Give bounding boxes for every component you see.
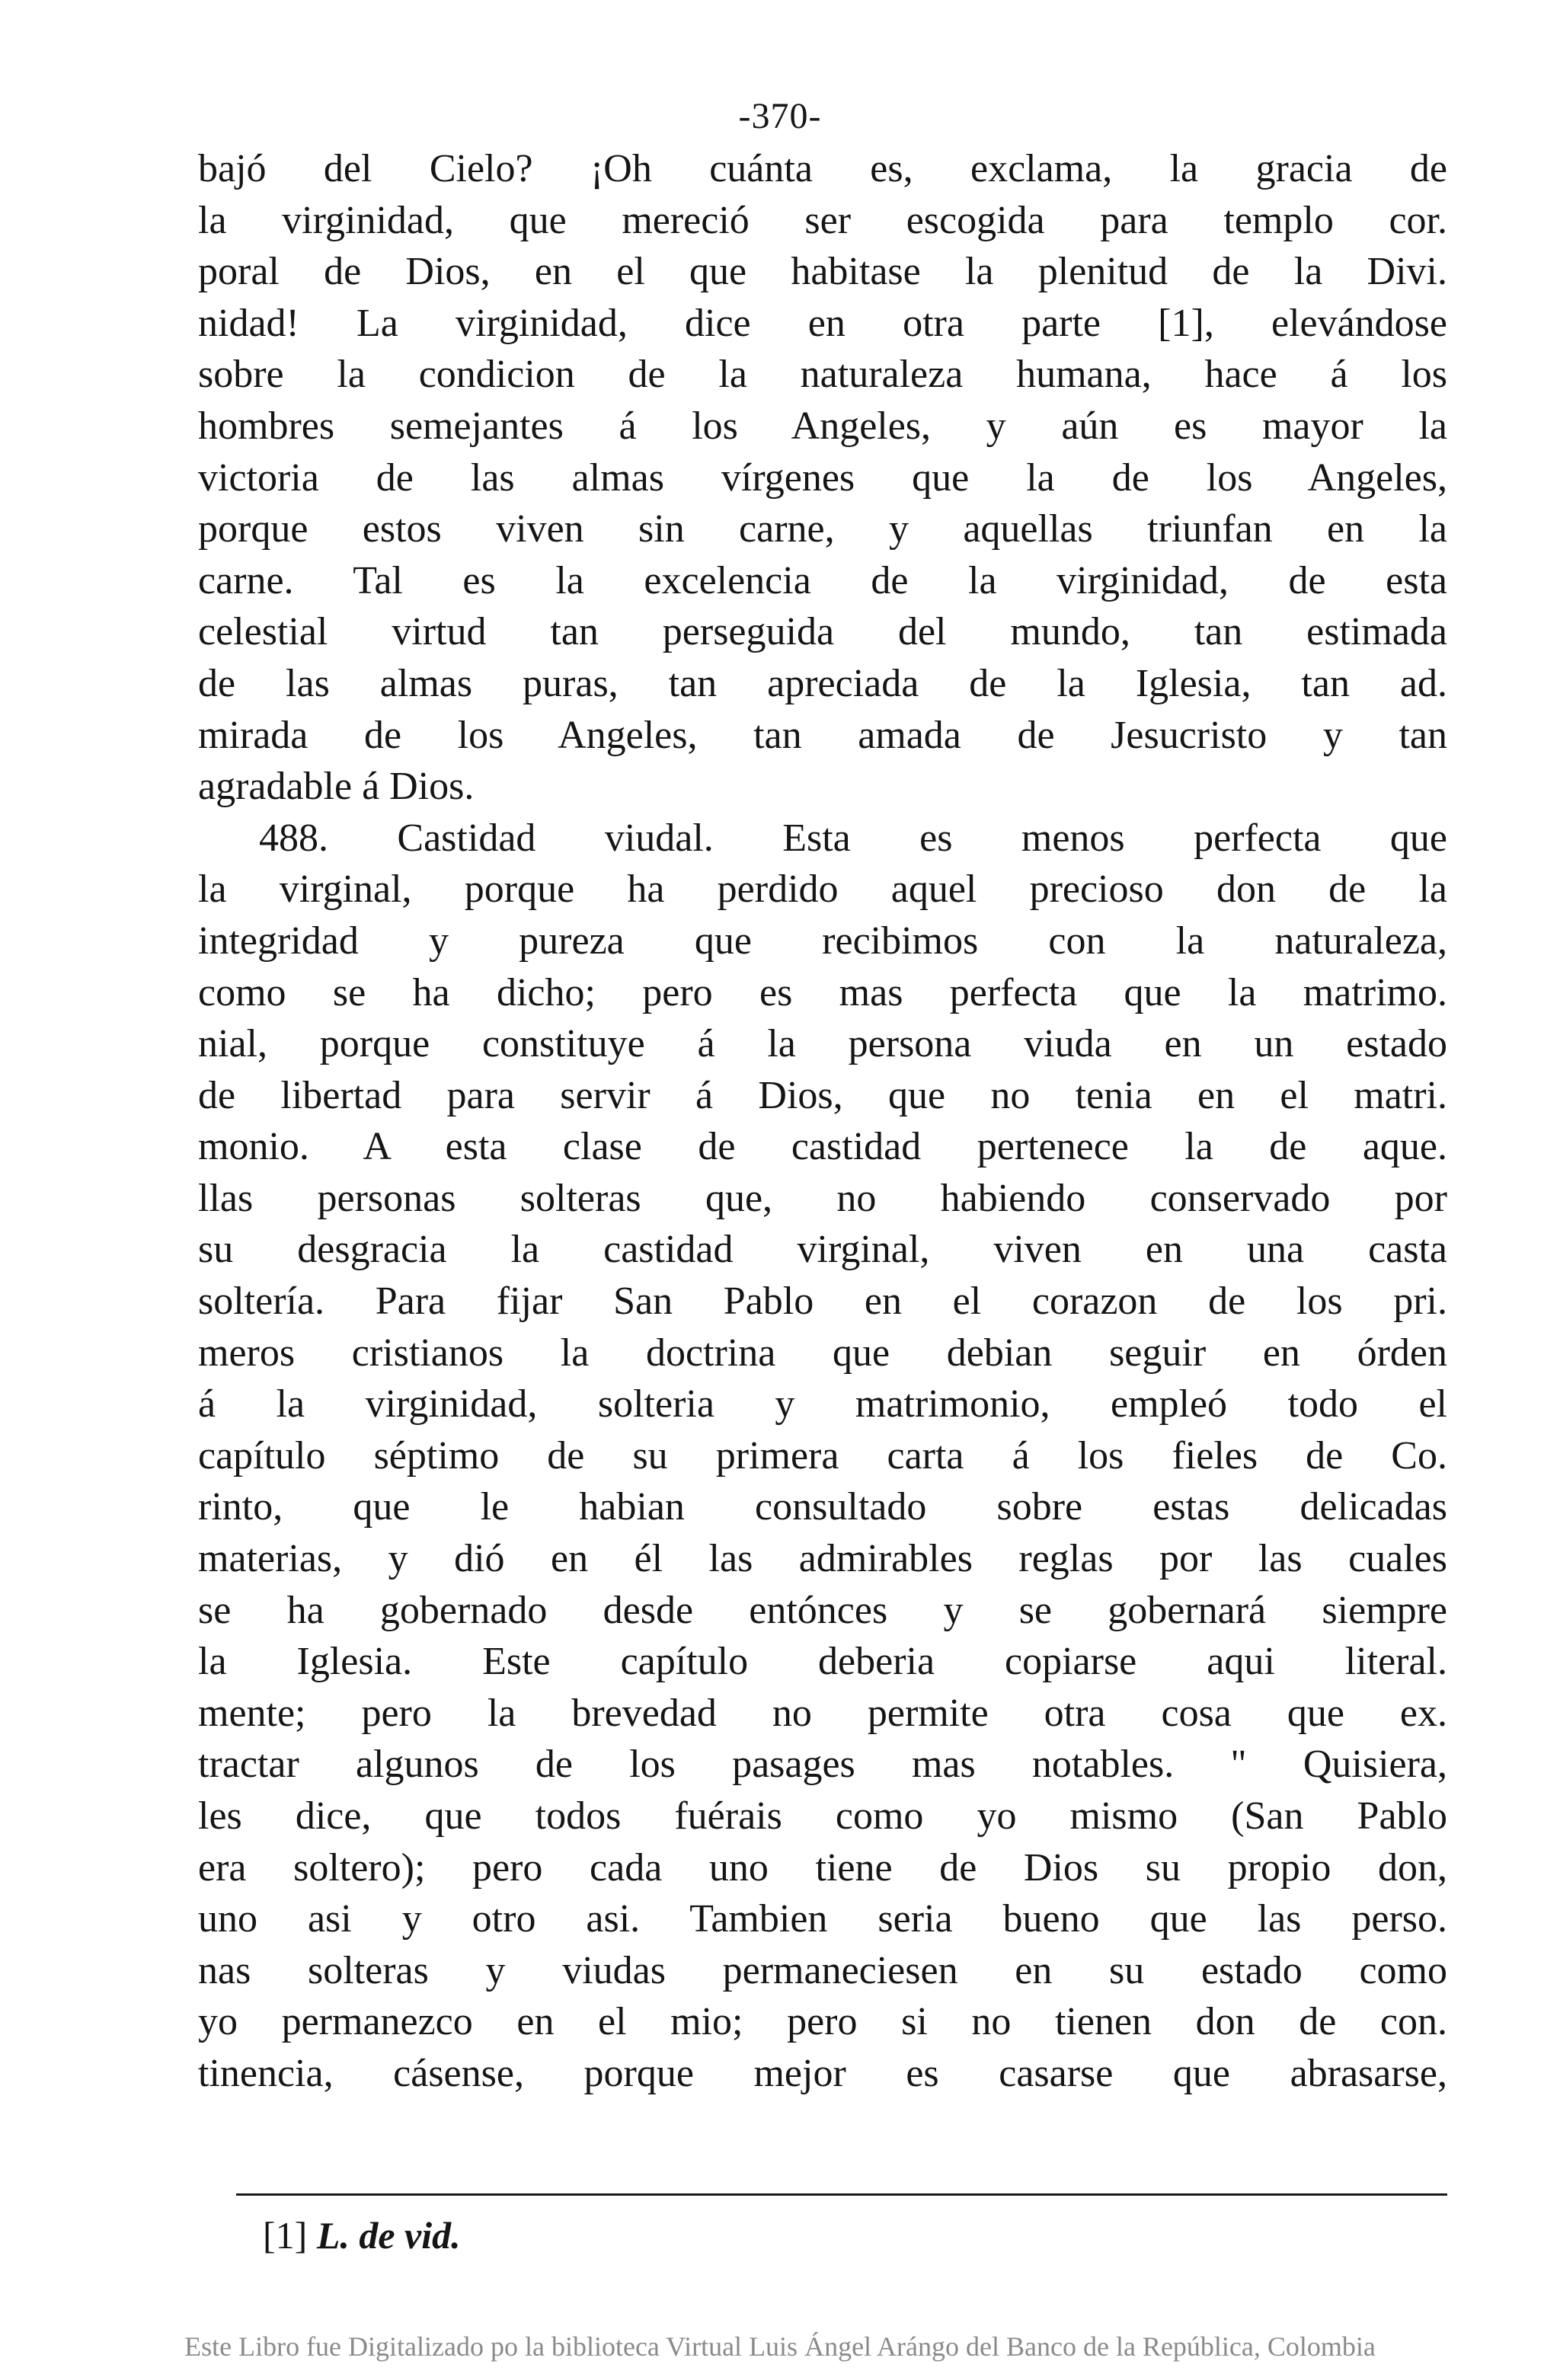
text-line: celestial virtud tan perseguida del mundo, tan estimada (198, 610, 1447, 654)
text-line: carne. Tal es la excelencia de la virginidad, de esta (198, 558, 1447, 602)
text-line: su desgracia la castidad virginal, viven en una casta (198, 1228, 1447, 1272)
text-line: la virginal, porque ha perdido aquel precioso don de la (198, 867, 1447, 912)
text-line: á la virginidad, solteria y matrimonio, empleó todo el (198, 1382, 1447, 1426)
text-line: porque estos viven sin carne, y aquellas triunfan en la (198, 507, 1447, 551)
text-line: nidad! La virginidad, dice en otra parte [1], elevándose (198, 301, 1447, 345)
digitization-credit: Este Libro fue Digitalizado po la biblioteca Virtual Luis Ángel Arángo del Banco de la República, Colombia (184, 2331, 1376, 2362)
text-line: tinencia, cásense, porque mejor es casarse que abrasarse, (198, 2051, 1447, 2095)
footnote (263, 2193, 461, 2277)
text-line: como se ha dicho; pero es mas perfecta que la matrimo. (198, 970, 1447, 1014)
text-line: uno asi y otro asi. Tambien seria bueno que las perso. (198, 1897, 1447, 1941)
text-line: poral de Dios, en el que habitase la plenitud de la Divi. (198, 250, 1447, 294)
text-line: nial, porque constituye á la persona viuda en un estado (198, 1022, 1447, 1066)
text-line: era soltero); pero cada uno tiene de Dios su propio don, (198, 1845, 1447, 1890)
text-line: yo permanezco en el mio; pero si no tienen don de con. (198, 2000, 1447, 2044)
text-line: nas solteras y viudas permaneciesen en su estado como (198, 1948, 1447, 1992)
text-line: de libertad para servir á Dios, que no tenia en el matri. (198, 1073, 1447, 1117)
text-line: meros cristianos la doctrina que debian seguir en órden (198, 1331, 1447, 1375)
text-line: monio. A esta clase de castidad pertenece la de aque. (198, 1125, 1447, 1169)
text-line: se ha gobernado desde entónces y se gobernará siempre (198, 1588, 1447, 1632)
text-line: les dice, que todos fuérais como yo mismo (San Pablo (198, 1794, 1447, 1838)
text-line: sobre la condicion de la naturaleza humana, hace á los (198, 353, 1447, 397)
body-text (198, 143, 1447, 2100)
text-line: de las almas puras, tan apreciada de la Iglesia, tan ad. (198, 661, 1447, 705)
text-line: tractar algunos de los pasages mas notables. " Quisiera, (198, 1743, 1447, 1787)
text-line: soltería. Para fijar San Pablo en el corazon de los pri. (198, 1279, 1447, 1324)
text-line: bajó del Cielo? ¡Oh cuánta es, exclama, la gracia de (198, 147, 1447, 190)
text-line: mirada de los Angeles, tan amada de Jesucristo y tan (198, 713, 1447, 757)
text-line: integridad y pureza que recibimos con la naturaleza, (198, 918, 1447, 963)
text-line: agradable á Dios. (198, 765, 475, 809)
text-line: rinto, que le habian consultado sobre estas delicadas (198, 1485, 1447, 1529)
text-line: 488. Castidad viudal. Esta es menos perfecta que (259, 816, 1447, 860)
text-line: hombres semejantes á los Angeles, y aún es mayor la (198, 404, 1447, 448)
text-line: materias, y dió en él las admirables reglas por las cuales (198, 1537, 1447, 1581)
text-line: victoria de las almas vírgenes que la de los Angeles, (198, 455, 1447, 500)
text-line: mente; pero la brevedad no permite otra cosa que ex. (198, 1691, 1447, 1735)
footnote-text: L. de vid. (316, 2214, 461, 2257)
text-line: la Iglesia. Este capítulo deberia copiarse aqui literal. (198, 1640, 1447, 1684)
text-line: la virginidad, que mereció ser escogida para templo cor. (198, 198, 1447, 242)
footnote-marker: [1] (263, 2214, 308, 2257)
page-number: -370- (738, 96, 822, 136)
text-line: llas personas solteras que, no habiendo conservado por (198, 1176, 1447, 1220)
text-line: capítulo séptimo de su primera carta á los fieles de Co. (198, 1433, 1447, 1478)
